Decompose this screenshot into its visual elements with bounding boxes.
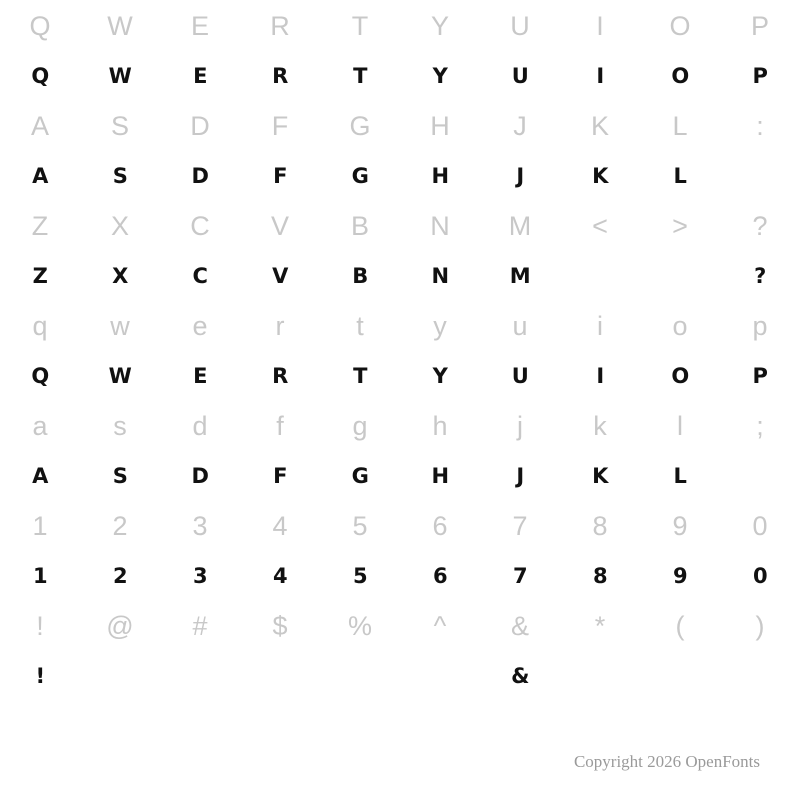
reference-row (0, 300, 800, 352)
sample-glyph: Z (32, 263, 48, 288)
reference-glyph: r (275, 310, 285, 341)
sample-glyph: G (351, 163, 369, 188)
sample-glyph: G (351, 463, 369, 488)
sample-glyph: D (191, 463, 209, 488)
sample-glyph: 8 (592, 563, 608, 588)
sample-glyph: X (112, 263, 128, 288)
reference-glyph: C (190, 210, 210, 241)
sample-glyph: 2 (112, 563, 128, 588)
reference-glyph: H (430, 110, 450, 141)
reference-row (0, 200, 800, 252)
reference-glyph: d (192, 410, 208, 441)
reference-glyph: K (590, 110, 609, 141)
sample-glyph: Q (31, 363, 49, 388)
sample-glyph: 6 (432, 563, 448, 588)
sample-glyph: 5 (352, 563, 368, 588)
sample-glyph: U (511, 363, 529, 388)
reference-glyph: 5 (352, 510, 368, 541)
sample-row (0, 352, 800, 400)
sample-glyph: K (592, 463, 608, 488)
sample-glyph: T (353, 63, 367, 88)
reference-row (0, 0, 800, 52)
sample-glyph: ! (35, 663, 45, 688)
reference-glyph: $ (272, 610, 288, 641)
reference-row (0, 400, 800, 452)
reference-row (0, 500, 800, 552)
reference-glyph: a (32, 410, 48, 441)
sample-row (0, 152, 800, 200)
reference-glyph: L (672, 110, 688, 141)
sample-glyph: & (511, 663, 529, 688)
sample-glyph: Q (31, 63, 49, 88)
sample-glyph: L (673, 463, 687, 488)
reference-glyph: t (356, 310, 364, 341)
sample-row (0, 252, 800, 300)
reference-glyph: 7 (512, 510, 528, 541)
sample-glyph: C (192, 263, 208, 288)
sample-glyph: U (511, 63, 529, 88)
sample-glyph: R (272, 63, 288, 88)
reference-glyph: N (430, 210, 450, 241)
reference-glyph: * (594, 610, 606, 641)
sample-glyph: Y (432, 63, 448, 88)
reference-glyph: 9 (672, 510, 688, 541)
reference-glyph: 2 (112, 510, 128, 541)
reference-glyph: ? (752, 210, 768, 241)
reference-glyph: ; (756, 410, 764, 441)
reference-glyph: @ (106, 610, 134, 641)
reference-glyph: i (597, 310, 603, 341)
reference-glyph: % (347, 610, 372, 641)
sample-glyph: A (32, 463, 48, 488)
sample-glyph: I (596, 63, 604, 88)
reference-glyph: l (677, 410, 683, 441)
reference-glyph: # (192, 610, 208, 641)
sample-glyph: 1 (32, 563, 48, 588)
sample-glyph: T (353, 363, 367, 388)
reference-glyph: 1 (32, 510, 48, 541)
sample-glyph: R (272, 363, 288, 388)
sample-glyph: 7 (512, 563, 528, 588)
sample-glyph: V (272, 263, 288, 288)
sample-glyph: J (516, 163, 524, 188)
reference-glyph: 8 (592, 510, 608, 541)
reference-glyph: 4 (272, 510, 288, 541)
reference-glyph: Q (29, 10, 51, 41)
sample-glyph: O (671, 363, 689, 388)
reference-glyph: : (756, 110, 764, 141)
sample-glyph: 3 (192, 563, 208, 588)
reference-glyph: y (433, 310, 447, 341)
sample-row (0, 552, 800, 600)
sample-glyph: B (352, 263, 368, 288)
sample-glyph: S (112, 163, 128, 188)
reference-glyph: T (351, 10, 369, 41)
reference-glyph: ( (675, 610, 685, 641)
reference-glyph: M (508, 210, 532, 241)
sample-glyph: L (673, 163, 687, 188)
sample-glyph: N (431, 263, 449, 288)
sample-glyph: H (431, 463, 449, 488)
copyright-notice: Copyright 2026 OpenFonts (573, 752, 760, 771)
reference-glyph: J (513, 110, 527, 141)
sample-glyph: M (509, 263, 531, 288)
reference-glyph: O (669, 10, 691, 41)
reference-glyph: A (30, 110, 49, 141)
reference-row (0, 600, 800, 652)
reference-glyph: Y (430, 10, 449, 41)
sample-glyph: Y (432, 363, 448, 388)
sample-glyph: P (752, 63, 768, 88)
sample-glyph: I (596, 363, 604, 388)
reference-glyph: p (752, 310, 768, 341)
reference-glyph: W (107, 10, 133, 41)
reference-glyph: E (190, 10, 209, 41)
reference-glyph: e (192, 310, 208, 341)
reference-glyph: > (672, 210, 688, 241)
sample-glyph: E (193, 363, 207, 388)
sample-glyph: F (273, 463, 287, 488)
reference-glyph: h (432, 410, 448, 441)
reference-glyph: R (270, 10, 290, 41)
reference-glyph: V (270, 210, 289, 241)
reference-glyph: F (271, 110, 289, 141)
reference-glyph: B (350, 210, 369, 241)
reference-glyph: f (276, 410, 284, 441)
reference-row (0, 100, 800, 152)
reference-glyph: < (592, 210, 608, 241)
reference-glyph: k (593, 410, 607, 441)
reference-glyph: Z (31, 210, 49, 241)
reference-glyph: P (750, 10, 769, 41)
sample-glyph: E (193, 63, 207, 88)
reference-glyph: D (190, 110, 210, 141)
reference-glyph: g (352, 410, 368, 441)
reference-glyph: 6 (432, 510, 448, 541)
reference-glyph: 0 (752, 510, 768, 541)
sample-row (0, 52, 800, 100)
sample-glyph: F (273, 163, 287, 188)
sample-glyph: J (516, 463, 524, 488)
reference-glyph: X (110, 210, 129, 241)
reference-glyph: w (110, 310, 130, 341)
reference-glyph: ) (755, 610, 765, 641)
sample-glyph: 4 (272, 563, 288, 588)
sample-glyph: H (431, 163, 449, 188)
sample-glyph: W (108, 63, 132, 88)
sample-glyph: ? (754, 263, 766, 288)
sample-row (0, 652, 800, 700)
reference-glyph: S (110, 110, 129, 141)
reference-glyph: j (517, 410, 523, 441)
sample-glyph: K (592, 163, 608, 188)
reference-glyph: & (510, 610, 529, 641)
reference-glyph: q (32, 310, 48, 341)
reference-glyph: U (510, 10, 530, 41)
sample-glyph: A (32, 163, 48, 188)
reference-glyph: s (113, 410, 127, 441)
reference-glyph: ! (36, 610, 44, 641)
reference-glyph: I (596, 10, 604, 41)
sample-row (0, 452, 800, 500)
sample-glyph: W (108, 363, 132, 388)
sample-glyph: P (752, 363, 768, 388)
reference-glyph: ^ (433, 610, 447, 641)
reference-glyph: o (672, 310, 688, 341)
sample-glyph: S (112, 463, 128, 488)
reference-glyph: u (512, 310, 528, 341)
sample-glyph: 9 (672, 563, 688, 588)
sample-glyph: 0 (752, 563, 768, 588)
reference-glyph: 3 (192, 510, 208, 541)
sample-glyph: D (191, 163, 209, 188)
sample-glyph: O (671, 63, 689, 88)
reference-glyph: G (349, 110, 371, 141)
